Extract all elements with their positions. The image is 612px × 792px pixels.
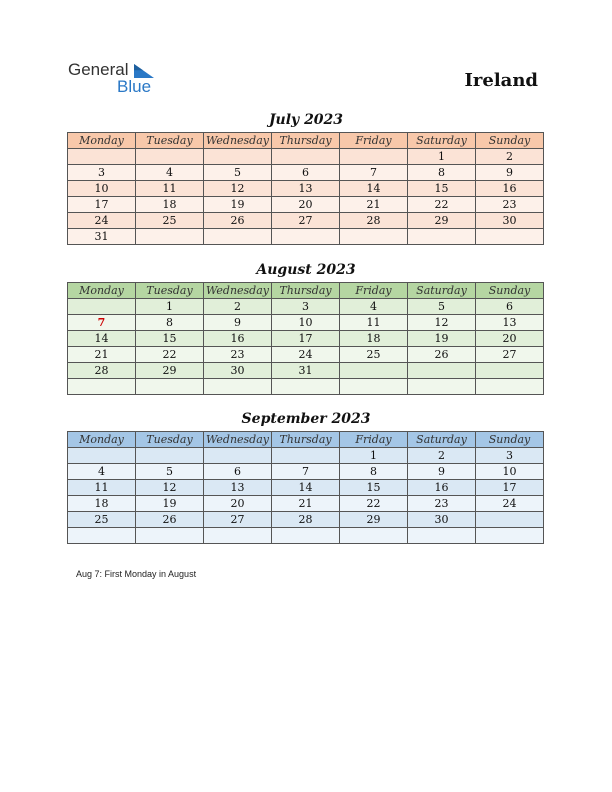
day-cell: 19 [408, 331, 476, 347]
day-cell: 29 [408, 213, 476, 229]
day-cell [136, 149, 204, 165]
day-cell: 20 [204, 496, 272, 512]
weekday-header: Tuesday [136, 283, 204, 299]
week-row [68, 464, 544, 480]
weekday-header: Tuesday [136, 432, 204, 448]
day-cell: 13 [272, 181, 340, 197]
day-cell [204, 149, 272, 165]
day-cell: 3 [476, 448, 544, 464]
day-cell: 15 [340, 480, 408, 496]
day-cell: 3 [272, 299, 340, 315]
day-cell [272, 379, 340, 395]
day-cell: 14 [272, 480, 340, 496]
day-cell: 5 [408, 299, 476, 315]
day-cell: 21 [68, 347, 136, 363]
day-cell: 19 [136, 496, 204, 512]
day-cell: 5 [204, 165, 272, 181]
calendar-august [67, 282, 544, 395]
day-cell [136, 379, 204, 395]
day-cell [272, 528, 340, 544]
day-cell: 30 [476, 213, 544, 229]
day-cell [476, 379, 544, 395]
day-cell: 15 [408, 181, 476, 197]
day-cell: 1 [408, 149, 476, 165]
week-row [68, 347, 544, 363]
day-cell: 11 [340, 315, 408, 331]
day-cell: 16 [476, 181, 544, 197]
day-cell [272, 229, 340, 245]
day-cell: 11 [136, 181, 204, 197]
day-cell [340, 149, 408, 165]
weekday-header: Sunday [476, 133, 544, 149]
day-cell [340, 528, 408, 544]
day-cell: 28 [68, 363, 136, 379]
weekday-header: Wednesday [204, 432, 272, 448]
day-cell: 9 [408, 464, 476, 480]
day-cell: 21 [272, 496, 340, 512]
day-cell: 12 [408, 315, 476, 331]
day-cell: 6 [204, 464, 272, 480]
day-cell: 1 [340, 448, 408, 464]
day-cell: 23 [408, 496, 476, 512]
day-cell: 17 [68, 197, 136, 213]
day-cell: 28 [272, 512, 340, 528]
day-cell: 24 [272, 347, 340, 363]
day-cell: 26 [204, 213, 272, 229]
day-cell [204, 379, 272, 395]
day-cell: 18 [340, 331, 408, 347]
day-cell: 24 [476, 496, 544, 512]
weekday-header: Monday [68, 283, 136, 299]
day-cell [136, 528, 204, 544]
weekday-header: Saturday [408, 133, 476, 149]
weekday-header: Sunday [476, 432, 544, 448]
day-cell: 20 [476, 331, 544, 347]
weekday-header: Monday [68, 432, 136, 448]
day-cell: 10 [272, 315, 340, 331]
day-cell: 6 [272, 165, 340, 181]
day-cell: 20 [272, 197, 340, 213]
weekday-header: Thursday [272, 432, 340, 448]
weekday-header: Wednesday [204, 133, 272, 149]
day-cell [408, 379, 476, 395]
day-cell [476, 528, 544, 544]
day-cell: 18 [136, 197, 204, 213]
week-row [68, 496, 544, 512]
day-cell: 25 [136, 213, 204, 229]
week-row [68, 165, 544, 181]
weekday-header-row [68, 133, 544, 149]
day-cell [340, 229, 408, 245]
weekday-header: Friday [340, 133, 408, 149]
day-cell: 30 [204, 363, 272, 379]
day-cell: 25 [340, 347, 408, 363]
day-cell [408, 229, 476, 245]
day-cell: 23 [204, 347, 272, 363]
day-cell: 14 [68, 331, 136, 347]
calendar-september [67, 431, 544, 544]
weekday-header: Tuesday [136, 133, 204, 149]
day-cell: 29 [340, 512, 408, 528]
day-cell: 8 [136, 315, 204, 331]
week-row [68, 181, 544, 197]
day-cell [68, 299, 136, 315]
weekday-header: Friday [340, 432, 408, 448]
weekday-header-row [68, 283, 544, 299]
day-cell: 9 [476, 165, 544, 181]
day-cell: 10 [68, 181, 136, 197]
day-cell [68, 448, 136, 464]
day-cell: 27 [476, 347, 544, 363]
day-cell: 19 [204, 197, 272, 213]
day-cell [476, 512, 544, 528]
day-cell: 28 [340, 213, 408, 229]
day-cell [68, 379, 136, 395]
day-cell: 9 [204, 315, 272, 331]
day-cell: 12 [204, 181, 272, 197]
day-cell: 6 [476, 299, 544, 315]
weekday-header-row [68, 432, 544, 448]
week-row [68, 379, 544, 395]
day-cell [204, 448, 272, 464]
day-cell [408, 528, 476, 544]
day-cell: 10 [476, 464, 544, 480]
day-cell: 22 [136, 347, 204, 363]
weekday-header: Sunday [476, 283, 544, 299]
day-cell: 16 [408, 480, 476, 496]
day-cell [204, 528, 272, 544]
day-cell: 31 [272, 363, 340, 379]
day-cell: 1 [136, 299, 204, 315]
day-cell [476, 363, 544, 379]
day-cell [272, 149, 340, 165]
month-title-september: September 2023 [241, 411, 371, 427]
day-cell: 22 [408, 197, 476, 213]
day-cell: 3 [68, 165, 136, 181]
logo-text-general: General [68, 60, 129, 79]
calendar-july [67, 132, 544, 245]
week-row [68, 480, 544, 496]
day-cell: 2 [408, 448, 476, 464]
day-cell: 26 [408, 347, 476, 363]
day-cell: 26 [136, 512, 204, 528]
logo-text-blue: Blue [117, 77, 152, 96]
day-cell: 15 [136, 331, 204, 347]
day-cell: 13 [476, 315, 544, 331]
week-row [68, 512, 544, 528]
day-cell: 17 [272, 331, 340, 347]
day-cell [476, 229, 544, 245]
day-cell: 31 [68, 229, 136, 245]
day-cell: 14 [340, 181, 408, 197]
day-cell [136, 448, 204, 464]
day-cell: 16 [204, 331, 272, 347]
week-row [68, 363, 544, 379]
day-cell: 27 [204, 512, 272, 528]
week-row [68, 149, 544, 165]
day-cell [340, 379, 408, 395]
day-cell: 29 [136, 363, 204, 379]
day-cell: 18 [68, 496, 136, 512]
day-cell: 22 [340, 496, 408, 512]
day-cell: 24 [68, 213, 136, 229]
day-cell: 5 [136, 464, 204, 480]
day-cell: 21 [340, 197, 408, 213]
day-cell: 30 [408, 512, 476, 528]
day-cell: 17 [476, 480, 544, 496]
week-row [68, 315, 544, 331]
day-cell [272, 448, 340, 464]
week-row [68, 299, 544, 315]
weekday-header: Thursday [272, 283, 340, 299]
day-cell: 8 [408, 165, 476, 181]
day-cell: 2 [204, 299, 272, 315]
day-cell: 8 [340, 464, 408, 480]
day-cell: 11 [68, 480, 136, 496]
week-row [68, 448, 544, 464]
day-cell [204, 229, 272, 245]
day-cell [408, 363, 476, 379]
country-title: Ireland [464, 70, 538, 91]
week-row [68, 213, 544, 229]
day-cell: 25 [68, 512, 136, 528]
week-row [68, 197, 544, 213]
day-cell: 2 [476, 149, 544, 165]
day-cell: 27 [272, 213, 340, 229]
week-row [68, 229, 544, 245]
weekday-header: Thursday [272, 133, 340, 149]
holiday-footnote: Aug 7: First Monday in August [76, 569, 197, 579]
day-cell: 23 [476, 197, 544, 213]
month-title-august: August 2023 [256, 262, 356, 278]
day-cell: 7 [272, 464, 340, 480]
weekday-header: Friday [340, 283, 408, 299]
week-row [68, 331, 544, 347]
day-cell: 7 [340, 165, 408, 181]
week-row [68, 528, 544, 544]
logo-triangle-icon [134, 64, 154, 78]
day-cell [136, 229, 204, 245]
day-cell: 4 [340, 299, 408, 315]
day-cell: 4 [68, 464, 136, 480]
day-cell [68, 528, 136, 544]
day-cell [340, 363, 408, 379]
weekday-header: Saturday [408, 432, 476, 448]
month-title-july: July 2023 [268, 112, 344, 128]
day-cell: 12 [136, 480, 204, 496]
weekday-header: Wednesday [204, 283, 272, 299]
day-cell: 4 [136, 165, 204, 181]
day-cell: 13 [204, 480, 272, 496]
holiday-day-cell: 7 [68, 315, 136, 331]
weekday-header: Monday [68, 133, 136, 149]
weekday-header: Saturday [408, 283, 476, 299]
day-cell [68, 149, 136, 165]
